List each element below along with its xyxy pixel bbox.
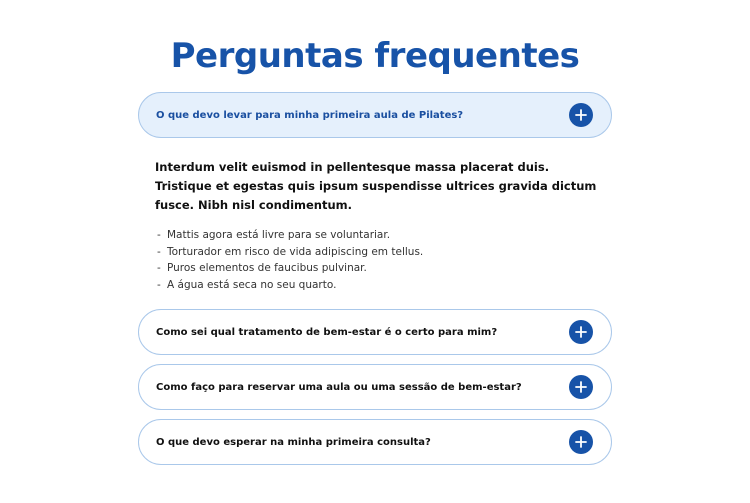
bullet-dash: - — [157, 262, 161, 275]
faq-question-1: O que devo levar para minha primeira aula de Pilates? — [156, 109, 464, 121]
answer-lead-text: Interdum velit euismod in pellentesque massa placerat duis. Tristique et egestas quis ipsum suspendisse ultrices gravida dictum fusce. Nibh nisl condimentum. — [155, 160, 597, 212]
faq-question-3: Como faço para reservar uma aula ou uma sessão de bem-estar? — [156, 381, 522, 393]
page-title: Perguntas frequentes — [170, 36, 580, 76]
faq-question-4: O que devo esperar na minha primeira consulta? — [156, 436, 431, 448]
bullet-text: A água está seca no seu quarto. — [167, 279, 337, 292]
bullet-dash: - — [157, 279, 161, 292]
bullet-text: Puros elementos de faucibus pulvinar. — [167, 262, 367, 275]
list-item — [157, 227, 605, 244]
plus-icon[interactable] — [569, 430, 593, 454]
faq-answer-1 — [155, 158, 605, 294]
faq-question-2: Como sei qual tratamento de bem-estar é o certo para mim? — [156, 326, 498, 338]
list-item — [157, 277, 605, 294]
plus-icon[interactable] — [569, 103, 593, 127]
faq-item-2[interactable] — [138, 309, 612, 355]
answer-bullet-list — [155, 227, 605, 294]
plus-icon[interactable] — [569, 375, 593, 399]
bullet-dash: - — [157, 245, 161, 258]
plus-icon[interactable] — [569, 320, 593, 344]
list-item — [157, 244, 605, 261]
list-item — [157, 260, 605, 277]
faq-item-4[interactable] — [138, 419, 612, 465]
faq-item-1[interactable] — [138, 92, 612, 138]
bullet-dash: - — [157, 229, 161, 241]
bullet-text: Mattis agora está livre para se voluntariar. — [167, 229, 391, 241]
bullet-text: Torturador em risco de vida adipiscing em tellus. — [167, 245, 424, 258]
faq-item-3[interactable] — [138, 364, 612, 410]
